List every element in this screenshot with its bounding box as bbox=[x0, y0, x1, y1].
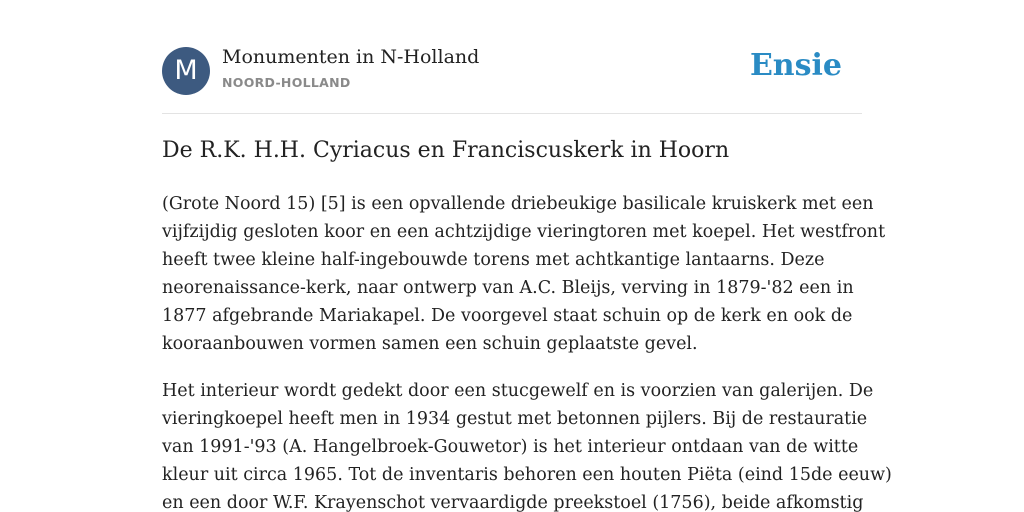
article-title: De R.K. H.H. Cyriacus en Franciscuskerk in Hoorn bbox=[162, 138, 730, 163]
paragraph-line: en een door W.F. Krayenschot vervaardigde preekstoel (1756), beide afkomstig bbox=[162, 493, 864, 512]
paragraph-line: vieringkoepel heeft men in 1934 gestut met betonnen pijlers. Bij de restauratie bbox=[162, 409, 868, 429]
paragraph-line: van 1991-'93 (A. Hangelbroek-Gouwetor) is het interieur ontdaan van de witte bbox=[162, 437, 859, 457]
article-paragraph bbox=[162, 377, 892, 512]
book-avatar[interactable]: M bbox=[162, 47, 210, 95]
paragraph-line: kooraanbouwen vormen samen een schuin geplaatste gevel. bbox=[162, 334, 698, 354]
book-subtitle: NOORD-HOLLAND bbox=[222, 75, 351, 90]
paragraph-line: 1877 afgebrande Mariakapel. De voorgevel staat schuin op de kerk en ook de bbox=[162, 306, 853, 326]
paragraph-line: heeft twee kleine half-ingebouwde torens met achtkantige lantaarns. Deze bbox=[162, 250, 825, 270]
paragraph-line: Het interieur wordt gedekt door een stucgewelf en is voorzien van galerijen. De bbox=[162, 381, 874, 401]
paragraph-line: neorenaissance-kerk, naar ontwerp van A.C. Bleijs, verving in 1879-'82 een in bbox=[162, 278, 854, 298]
header bbox=[162, 46, 862, 96]
article-body bbox=[162, 190, 892, 512]
ensie-logo[interactable]: Ensie bbox=[749, 48, 842, 83]
book-title-link[interactable]: Monumenten in N-Holland bbox=[222, 46, 480, 68]
paragraph-line: (Grote Noord 15) [5] is een opvallende driebeukige basilicale kruiskerk met een bbox=[162, 194, 874, 214]
article-paragraph bbox=[162, 190, 886, 358]
paragraph-line: kleur uit circa 1965. Tot de inventaris behoren een houten Piëta (eind 15de eeuw) bbox=[162, 465, 892, 485]
paragraph-line: vijfzijdig gesloten koor en een achtzijdige vieringtoren met koepel. Het westfront bbox=[162, 222, 886, 242]
header-divider bbox=[162, 113, 862, 114]
